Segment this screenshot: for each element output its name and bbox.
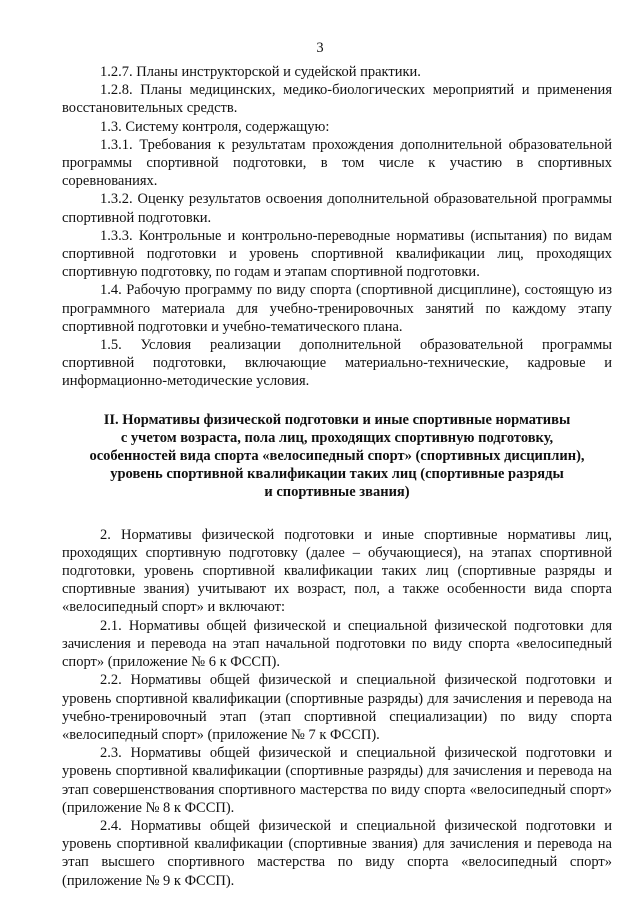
paragraph-1-3-3: 1.3.3. Контрольные и контрольно-переводные нормативы (испытания) по видам спортивной подготовки и уровень спортивной квалификации лиц, проходящих спортивную подготовку, по годам и этапам спортивной подготовки. <box>62 227 612 281</box>
paragraph-1-2-8: 1.2.8. Планы медицинских, медико-биологических мероприятий и применения восстановительных средств. <box>62 82 612 117</box>
paragraph-2-3: 2.3. Нормативы общей физической и специальной физической подготовки и уровень спортивной квалификации (спортивные разряды) для зачисления и перевода на этап совершенствования спортивного мастерства по виду спорта «велосипедный спорт» (приложение № 8 к ФССП). <box>62 745 612 816</box>
paragraph-2-2: 2.2. Нормативы общей физической и специальной физической подготовки и уровень спортивной квалификации (спортивные разряды) для зачисления и перевода на учебно-тренировочный этап (этап спортивной специализации) по виду спорта «велосипедный спорт» (приложение № 7 к ФССП). <box>62 672 612 743</box>
paragraph-2-1: 2.1. Нормативы общей физической и специальной физической подготовки для зачисления и перевода на этап начальной подготовки по виду спорта «велосипедный спорт» (приложение № 6 к ФССП). <box>62 617 612 671</box>
paragraph-1-3-2: 1.3.2. Оценку результатов освоения дополнительной образовательной программы спортивной подготовки. <box>62 191 612 226</box>
paragraph-1-3-1: 1.3.1. Требования к результатам прохождения дополнительной образовательной программы спортивной подготовки, в том числе к участию в спортивных соревнованиях. <box>62 136 612 190</box>
section-heading-line: с учетом возраста, пола лиц, проходящих спортивную подготовку, <box>120 429 554 446</box>
section-heading-line: II. Нормативы физической подготовки и иные спортивные нормативы <box>103 411 571 428</box>
section-heading-line: уровень спортивной квалификации таких лиц (спортивные разряды <box>110 466 564 483</box>
section-heading <box>62 411 612 502</box>
section-heading-line: и спортивные звания) <box>264 484 410 501</box>
paragraph-1-4: 1.4. Рабочую программу по виду спорта (спортивной дисциплине), состоящую из программного материала для учебно-тренировочных занятий по каждому этапу спортивной подготовки и учебно-тематического плана. <box>62 282 612 335</box>
page-number: 3 <box>316 40 324 56</box>
paragraph-1-3: 1.3. Систему контроля, содержащую: <box>100 118 330 135</box>
section-heading-line: особенностей вида спорта «велосипедный спорт» (спортивных дисциплин), <box>89 448 585 465</box>
paragraph-1-2-7: 1.2.7. Планы инструкторской и судейской практики. <box>100 64 421 80</box>
paragraph-1-5: 1.5. Условия реализации дополнительной образовательной программы спортивной подготовки, включающие материально-технические, кадровые и информационно-методические условия. <box>62 337 612 390</box>
document-body <box>62 63 612 890</box>
paragraph-2: 2. Нормативы физической подготовки и иные спортивные нормативы лиц, проходящих спортивную подготовку (далее – обучающиеся), на этапах спортивной подготовки, уровень спортивной квалификации таких лиц (спортивные разряды и спортивные звания) учитывают их возраст, пол, а также особенности вида спорта «велосипедный спорт» и включают: <box>62 526 612 616</box>
paragraph-2-4: 2.4. Нормативы общей физической и специальной физической подготовки и уровень спортивной квалификации (спортивные звания) для зачисления и перевода на этап высшего спортивного мастерства по виду спорта «велосипедный спорт» (приложение № 9 к ФССП). <box>62 817 612 889</box>
